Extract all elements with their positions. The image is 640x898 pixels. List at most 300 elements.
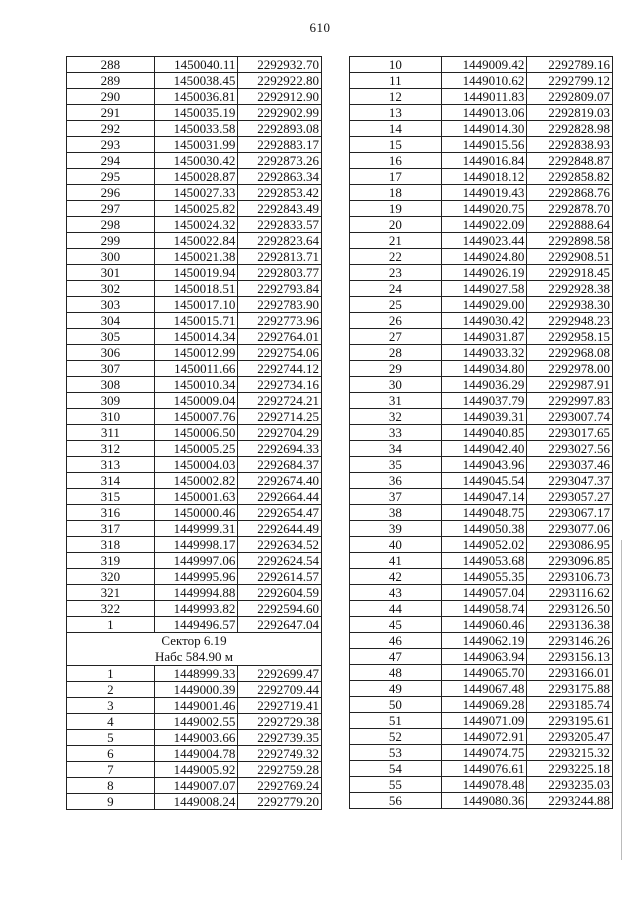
table-row bbox=[350, 521, 613, 537]
point-number-cell: 297 bbox=[67, 201, 155, 217]
x-coordinate-cell: 1449018.12 bbox=[441, 169, 527, 185]
table-row bbox=[350, 57, 613, 73]
point-number-cell: 50 bbox=[350, 697, 442, 713]
x-coordinate-cell: 1449024.80 bbox=[441, 249, 527, 265]
table-row bbox=[350, 297, 613, 313]
y-coordinate-cell: 2292634.52 bbox=[238, 537, 322, 553]
point-number-cell: 306 bbox=[67, 345, 155, 361]
point-number-cell: 41 bbox=[350, 553, 442, 569]
table-row bbox=[350, 265, 613, 281]
table-row bbox=[67, 505, 322, 521]
x-coordinate-cell: 1450040.11 bbox=[154, 57, 238, 73]
point-number-cell: 9 bbox=[67, 794, 155, 810]
table-row bbox=[350, 393, 613, 409]
y-coordinate-cell: 2292883.17 bbox=[238, 137, 322, 153]
y-coordinate-cell: 2293166.01 bbox=[527, 665, 613, 681]
x-coordinate-cell: 1449040.85 bbox=[441, 425, 527, 441]
point-number-cell: 311 bbox=[67, 425, 155, 441]
x-coordinate-cell: 1449043.96 bbox=[441, 457, 527, 473]
point-number-cell: 295 bbox=[67, 169, 155, 185]
table-row bbox=[67, 489, 322, 505]
y-coordinate-cell: 2293205.47 bbox=[527, 729, 613, 745]
point-number-cell: 27 bbox=[350, 329, 442, 345]
x-coordinate-cell: 1449001.46 bbox=[154, 698, 238, 714]
point-number-cell: 12 bbox=[350, 89, 442, 105]
y-coordinate-cell: 2292739.35 bbox=[238, 730, 322, 746]
point-number-cell: 289 bbox=[67, 73, 155, 89]
point-number-cell: 1 bbox=[67, 666, 155, 682]
point-number-cell: 43 bbox=[350, 585, 442, 601]
table-row bbox=[67, 553, 322, 569]
point-number-cell: 44 bbox=[350, 601, 442, 617]
x-coordinate-cell: 1449002.55 bbox=[154, 714, 238, 730]
y-coordinate-cell: 2292902.99 bbox=[238, 105, 322, 121]
point-number-cell: 11 bbox=[350, 73, 442, 89]
point-number-cell: 16 bbox=[350, 153, 442, 169]
table-row bbox=[350, 345, 613, 361]
point-number-cell: 291 bbox=[67, 105, 155, 121]
x-coordinate-cell: 1449496.57 bbox=[154, 617, 238, 633]
point-number-cell: 13 bbox=[350, 105, 442, 121]
y-coordinate-cell: 2292838.93 bbox=[527, 137, 613, 153]
x-coordinate-cell: 1450002.82 bbox=[154, 473, 238, 489]
x-coordinate-cell: 1450019.94 bbox=[154, 265, 238, 281]
point-number-cell: 316 bbox=[67, 505, 155, 521]
point-number-cell: 320 bbox=[67, 569, 155, 585]
x-coordinate-cell: 1449063.94 bbox=[441, 649, 527, 665]
point-number-cell: 314 bbox=[67, 473, 155, 489]
x-coordinate-cell: 1449016.84 bbox=[441, 153, 527, 169]
y-coordinate-cell: 2292664.44 bbox=[238, 489, 322, 505]
x-coordinate-cell: 1449023.44 bbox=[441, 233, 527, 249]
y-coordinate-cell: 2292759.28 bbox=[238, 762, 322, 778]
x-coordinate-cell: 1449000.39 bbox=[154, 682, 238, 698]
x-coordinate-cell: 1449036.29 bbox=[441, 377, 527, 393]
y-coordinate-cell: 2292873.26 bbox=[238, 153, 322, 169]
x-coordinate-cell: 1449022.09 bbox=[441, 217, 527, 233]
point-number-cell: 36 bbox=[350, 473, 442, 489]
table-row bbox=[350, 761, 613, 777]
point-number-cell: 26 bbox=[350, 313, 442, 329]
x-coordinate-cell: 1450028.87 bbox=[154, 169, 238, 185]
x-coordinate-cell: 1450000.46 bbox=[154, 505, 238, 521]
table-row bbox=[350, 553, 613, 569]
y-coordinate-cell: 2293057.27 bbox=[527, 489, 613, 505]
y-coordinate-cell: 2292853.42 bbox=[238, 185, 322, 201]
table-row bbox=[350, 217, 613, 233]
table-row bbox=[67, 121, 322, 137]
table-row bbox=[350, 505, 613, 521]
x-coordinate-cell: 1450017.10 bbox=[154, 297, 238, 313]
y-coordinate-cell: 2292912.90 bbox=[238, 89, 322, 105]
y-coordinate-cell: 2292594.60 bbox=[238, 601, 322, 617]
table-row bbox=[67, 601, 322, 617]
table-row bbox=[67, 441, 322, 457]
y-coordinate-cell: 2292789.16 bbox=[527, 57, 613, 73]
point-number-cell: 39 bbox=[350, 521, 442, 537]
point-number-cell: 290 bbox=[67, 89, 155, 105]
point-number-cell: 293 bbox=[67, 137, 155, 153]
y-coordinate-cell: 2293195.61 bbox=[527, 713, 613, 729]
x-coordinate-cell: 1449026.19 bbox=[441, 265, 527, 281]
x-coordinate-cell: 1450024.32 bbox=[154, 217, 238, 233]
point-number-cell: 5 bbox=[67, 730, 155, 746]
y-coordinate-cell: 2292893.08 bbox=[238, 121, 322, 137]
y-coordinate-cell: 2292997.83 bbox=[527, 393, 613, 409]
y-coordinate-cell: 2292858.82 bbox=[527, 169, 613, 185]
x-coordinate-cell: 1449071.09 bbox=[441, 713, 527, 729]
table-row bbox=[67, 746, 322, 762]
table-row bbox=[67, 537, 322, 553]
x-coordinate-cell: 1449005.92 bbox=[154, 762, 238, 778]
point-number-cell: 10 bbox=[350, 57, 442, 73]
table-row bbox=[67, 377, 322, 393]
y-coordinate-cell: 2292729.38 bbox=[238, 714, 322, 730]
point-number-cell: 294 bbox=[67, 153, 155, 169]
point-number-cell: 40 bbox=[350, 537, 442, 553]
y-coordinate-cell: 2292819.03 bbox=[527, 105, 613, 121]
point-number-cell: 322 bbox=[67, 601, 155, 617]
y-coordinate-cell: 2292793.84 bbox=[238, 281, 322, 297]
y-coordinate-cell: 2293096.85 bbox=[527, 553, 613, 569]
point-number-cell: 31 bbox=[350, 393, 442, 409]
table-row bbox=[350, 249, 613, 265]
point-number-cell: 317 bbox=[67, 521, 155, 537]
table-row bbox=[67, 393, 322, 409]
table-row bbox=[350, 153, 613, 169]
table-row bbox=[350, 185, 613, 201]
table-row bbox=[350, 681, 613, 697]
table-row bbox=[350, 137, 613, 153]
x-coordinate-cell: 1449072.91 bbox=[441, 729, 527, 745]
x-coordinate-cell: 1450015.71 bbox=[154, 313, 238, 329]
y-coordinate-cell: 2292823.64 bbox=[238, 233, 322, 249]
point-number-cell: 308 bbox=[67, 377, 155, 393]
y-coordinate-cell: 2292809.07 bbox=[527, 89, 613, 105]
section-title: Сектор 6.19 bbox=[161, 633, 227, 648]
point-number-cell: 3 bbox=[67, 698, 155, 714]
y-coordinate-cell: 2292624.54 bbox=[238, 553, 322, 569]
section-header-row bbox=[67, 633, 322, 666]
y-coordinate-cell: 2292908.51 bbox=[527, 249, 613, 265]
x-coordinate-cell: 1449993.82 bbox=[154, 601, 238, 617]
x-coordinate-cell: 1449997.06 bbox=[154, 553, 238, 569]
x-coordinate-cell: 1449042.40 bbox=[441, 441, 527, 457]
table-row bbox=[67, 730, 322, 746]
point-number-cell: 15 bbox=[350, 137, 442, 153]
x-coordinate-cell: 1449052.02 bbox=[441, 537, 527, 553]
y-coordinate-cell: 2292783.90 bbox=[238, 297, 322, 313]
x-coordinate-cell: 1450038.45 bbox=[154, 73, 238, 89]
y-coordinate-cell: 2292644.49 bbox=[238, 521, 322, 537]
table-row bbox=[350, 537, 613, 553]
point-number-cell: 6 bbox=[67, 746, 155, 762]
y-coordinate-cell: 2293175.88 bbox=[527, 681, 613, 697]
table-row bbox=[350, 473, 613, 489]
point-number-cell: 298 bbox=[67, 217, 155, 233]
point-number-cell: 303 bbox=[67, 297, 155, 313]
y-coordinate-cell: 2293106.73 bbox=[527, 569, 613, 585]
point-number-cell: 288 bbox=[67, 57, 155, 73]
x-coordinate-cell: 1450005.25 bbox=[154, 441, 238, 457]
point-number-cell: 299 bbox=[67, 233, 155, 249]
y-coordinate-cell: 2293067.17 bbox=[527, 505, 613, 521]
x-coordinate-cell: 1449998.17 bbox=[154, 537, 238, 553]
table-row bbox=[67, 137, 322, 153]
table-row bbox=[67, 698, 322, 714]
y-coordinate-cell: 2292932.70 bbox=[238, 57, 322, 73]
y-coordinate-cell: 2292978.00 bbox=[527, 361, 613, 377]
point-number-cell: 24 bbox=[350, 281, 442, 297]
table-row bbox=[67, 682, 322, 698]
point-number-cell: 38 bbox=[350, 505, 442, 521]
section-header-cell bbox=[67, 633, 322, 666]
point-number-cell: 30 bbox=[350, 377, 442, 393]
y-coordinate-cell: 2292833.57 bbox=[238, 217, 322, 233]
table-row bbox=[67, 521, 322, 537]
x-coordinate-cell: 1449033.32 bbox=[441, 345, 527, 361]
x-coordinate-cell: 1449048.75 bbox=[441, 505, 527, 521]
y-coordinate-cell: 2293017.65 bbox=[527, 425, 613, 441]
point-number-cell: 56 bbox=[350, 793, 442, 809]
x-coordinate-cell: 1449067.48 bbox=[441, 681, 527, 697]
x-coordinate-cell: 1449003.66 bbox=[154, 730, 238, 746]
table-row bbox=[350, 745, 613, 761]
table-row bbox=[350, 361, 613, 377]
x-coordinate-cell: 1450014.34 bbox=[154, 329, 238, 345]
point-number-cell: 302 bbox=[67, 281, 155, 297]
y-coordinate-cell: 2292868.76 bbox=[527, 185, 613, 201]
y-coordinate-cell: 2292684.37 bbox=[238, 457, 322, 473]
point-number-cell: 28 bbox=[350, 345, 442, 361]
point-number-cell: 310 bbox=[67, 409, 155, 425]
point-number-cell: 22 bbox=[350, 249, 442, 265]
y-coordinate-cell: 2292719.41 bbox=[238, 698, 322, 714]
left-table-body bbox=[67, 57, 322, 633]
y-coordinate-cell: 2292614.57 bbox=[238, 569, 322, 585]
x-coordinate-cell: 1449010.62 bbox=[441, 73, 527, 89]
y-coordinate-cell: 2292734.16 bbox=[238, 377, 322, 393]
scan-edge-line bbox=[621, 540, 622, 860]
table-row bbox=[67, 249, 322, 265]
table-row bbox=[350, 633, 613, 649]
table-row bbox=[350, 585, 613, 601]
table-row bbox=[350, 409, 613, 425]
point-number-cell: 55 bbox=[350, 777, 442, 793]
point-number-cell: 1 bbox=[67, 617, 155, 633]
point-number-cell: 301 bbox=[67, 265, 155, 281]
page-number: 610 bbox=[309, 20, 331, 35]
table-row bbox=[67, 185, 322, 201]
table-row bbox=[350, 777, 613, 793]
table-row bbox=[350, 89, 613, 105]
y-coordinate-cell: 2292848.87 bbox=[527, 153, 613, 169]
point-number-cell: 321 bbox=[67, 585, 155, 601]
y-coordinate-cell: 2292604.59 bbox=[238, 585, 322, 601]
point-number-cell: 305 bbox=[67, 329, 155, 345]
y-coordinate-cell: 2292968.08 bbox=[527, 345, 613, 361]
table-row bbox=[350, 329, 613, 345]
y-coordinate-cell: 2293156.13 bbox=[527, 649, 613, 665]
point-number-cell: 4 bbox=[67, 714, 155, 730]
x-coordinate-cell: 1449007.07 bbox=[154, 778, 238, 794]
x-coordinate-cell: 1449058.74 bbox=[441, 601, 527, 617]
y-coordinate-cell: 2292863.34 bbox=[238, 169, 322, 185]
table-row bbox=[350, 697, 613, 713]
x-coordinate-cell: 1449055.35 bbox=[441, 569, 527, 585]
x-coordinate-cell: 1450027.33 bbox=[154, 185, 238, 201]
y-coordinate-cell: 2293126.50 bbox=[527, 601, 613, 617]
y-coordinate-cell: 2292773.96 bbox=[238, 313, 322, 329]
y-coordinate-cell: 2292898.58 bbox=[527, 233, 613, 249]
point-number-cell: 300 bbox=[67, 249, 155, 265]
y-coordinate-cell: 2292647.04 bbox=[238, 617, 322, 633]
x-coordinate-cell: 1449069.28 bbox=[441, 697, 527, 713]
x-coordinate-cell: 1449030.42 bbox=[441, 313, 527, 329]
point-number-cell: 309 bbox=[67, 393, 155, 409]
x-coordinate-cell: 1449015.56 bbox=[441, 137, 527, 153]
table-row bbox=[67, 73, 322, 89]
point-number-cell: 42 bbox=[350, 569, 442, 585]
point-number-cell: 7 bbox=[67, 762, 155, 778]
table-row bbox=[67, 666, 322, 682]
point-number-cell: 33 bbox=[350, 425, 442, 441]
point-number-cell: 52 bbox=[350, 729, 442, 745]
table-row bbox=[67, 89, 322, 105]
table-row bbox=[67, 201, 322, 217]
table-row bbox=[350, 569, 613, 585]
x-coordinate-cell: 1449019.43 bbox=[441, 185, 527, 201]
table-row bbox=[350, 649, 613, 665]
x-coordinate-cell: 1449034.80 bbox=[441, 361, 527, 377]
point-number-cell: 21 bbox=[350, 233, 442, 249]
point-number-cell: 46 bbox=[350, 633, 442, 649]
point-number-cell: 14 bbox=[350, 121, 442, 137]
table-row bbox=[350, 73, 613, 89]
y-coordinate-cell: 2292699.47 bbox=[238, 666, 322, 682]
y-coordinate-cell: 2292918.45 bbox=[527, 265, 613, 281]
point-number-cell: 296 bbox=[67, 185, 155, 201]
x-coordinate-cell: 1450001.63 bbox=[154, 489, 238, 505]
x-coordinate-cell: 1449060.46 bbox=[441, 617, 527, 633]
x-coordinate-cell: 1449011.83 bbox=[441, 89, 527, 105]
y-coordinate-cell: 2293027.56 bbox=[527, 441, 613, 457]
x-coordinate-cell: 1449039.31 bbox=[441, 409, 527, 425]
table-row bbox=[350, 425, 613, 441]
table-row bbox=[67, 233, 322, 249]
coordinates-table-right bbox=[349, 56, 613, 809]
table-row bbox=[67, 473, 322, 489]
table-row bbox=[67, 265, 322, 281]
x-coordinate-cell: 1449014.30 bbox=[441, 121, 527, 137]
x-coordinate-cell: 1450006.50 bbox=[154, 425, 238, 441]
x-coordinate-cell: 1449020.75 bbox=[441, 201, 527, 217]
table-row bbox=[67, 345, 322, 361]
x-coordinate-cell: 1449995.96 bbox=[154, 569, 238, 585]
y-coordinate-cell: 2292813.71 bbox=[238, 249, 322, 265]
y-coordinate-cell: 2292749.32 bbox=[238, 746, 322, 762]
table-row bbox=[350, 377, 613, 393]
x-coordinate-cell: 1450011.66 bbox=[154, 361, 238, 377]
point-number-cell: 37 bbox=[350, 489, 442, 505]
y-coordinate-cell: 2292709.44 bbox=[238, 682, 322, 698]
table-row bbox=[67, 585, 322, 601]
table-row bbox=[67, 794, 322, 810]
table-row bbox=[350, 729, 613, 745]
x-coordinate-cell: 1450012.99 bbox=[154, 345, 238, 361]
y-coordinate-cell: 2292888.64 bbox=[527, 217, 613, 233]
table-row bbox=[67, 169, 322, 185]
table-row bbox=[67, 762, 322, 778]
point-number-cell: 49 bbox=[350, 681, 442, 697]
table-row bbox=[67, 313, 322, 329]
y-coordinate-cell: 2293037.46 bbox=[527, 457, 613, 473]
table-row bbox=[350, 441, 613, 457]
table-row bbox=[350, 121, 613, 137]
x-coordinate-cell: 1450022.84 bbox=[154, 233, 238, 249]
table-row bbox=[350, 489, 613, 505]
table-row bbox=[67, 329, 322, 345]
x-coordinate-cell: 1449065.70 bbox=[441, 665, 527, 681]
point-number-cell: 51 bbox=[350, 713, 442, 729]
x-coordinate-cell: 1450031.99 bbox=[154, 137, 238, 153]
table-row bbox=[67, 617, 322, 633]
right-table-body bbox=[350, 57, 613, 809]
x-coordinate-cell: 1449074.75 bbox=[441, 745, 527, 761]
point-number-cell: 23 bbox=[350, 265, 442, 281]
point-number-cell: 18 bbox=[350, 185, 442, 201]
y-coordinate-cell: 2292754.06 bbox=[238, 345, 322, 361]
table-row bbox=[67, 297, 322, 313]
y-coordinate-cell: 2293185.74 bbox=[527, 697, 613, 713]
table-row bbox=[67, 361, 322, 377]
y-coordinate-cell: 2292654.47 bbox=[238, 505, 322, 521]
y-coordinate-cell: 2292724.21 bbox=[238, 393, 322, 409]
x-coordinate-cell: 1449004.78 bbox=[154, 746, 238, 762]
x-coordinate-cell: 1450033.58 bbox=[154, 121, 238, 137]
x-coordinate-cell: 1450010.34 bbox=[154, 377, 238, 393]
y-coordinate-cell: 2292828.98 bbox=[527, 121, 613, 137]
x-coordinate-cell: 1450025.82 bbox=[154, 201, 238, 217]
x-coordinate-cell: 1450035.19 bbox=[154, 105, 238, 121]
y-coordinate-cell: 2292714.25 bbox=[238, 409, 322, 425]
y-coordinate-cell: 2292704.29 bbox=[238, 425, 322, 441]
table-row bbox=[67, 457, 322, 473]
point-number-cell: 2 bbox=[67, 682, 155, 698]
table-row bbox=[350, 793, 613, 809]
coordinates-table-left bbox=[66, 56, 322, 810]
x-coordinate-cell: 1449999.31 bbox=[154, 521, 238, 537]
point-number-cell: 304 bbox=[67, 313, 155, 329]
section-area: Набс 584.90 м bbox=[154, 649, 234, 664]
table-row bbox=[350, 617, 613, 633]
table-row bbox=[67, 714, 322, 730]
y-coordinate-cell: 2293007.74 bbox=[527, 409, 613, 425]
x-coordinate-cell: 1449078.48 bbox=[441, 777, 527, 793]
point-number-cell: 54 bbox=[350, 761, 442, 777]
y-coordinate-cell: 2292799.12 bbox=[527, 73, 613, 89]
x-coordinate-cell: 1449045.54 bbox=[441, 473, 527, 489]
y-coordinate-cell: 2293244.88 bbox=[527, 793, 613, 809]
point-number-cell: 315 bbox=[67, 489, 155, 505]
point-number-cell: 292 bbox=[67, 121, 155, 137]
point-number-cell: 313 bbox=[67, 457, 155, 473]
point-number-cell: 48 bbox=[350, 665, 442, 681]
table-row bbox=[350, 665, 613, 681]
point-number-cell: 25 bbox=[350, 297, 442, 313]
y-coordinate-cell: 2293215.32 bbox=[527, 745, 613, 761]
y-coordinate-cell: 2292674.40 bbox=[238, 473, 322, 489]
